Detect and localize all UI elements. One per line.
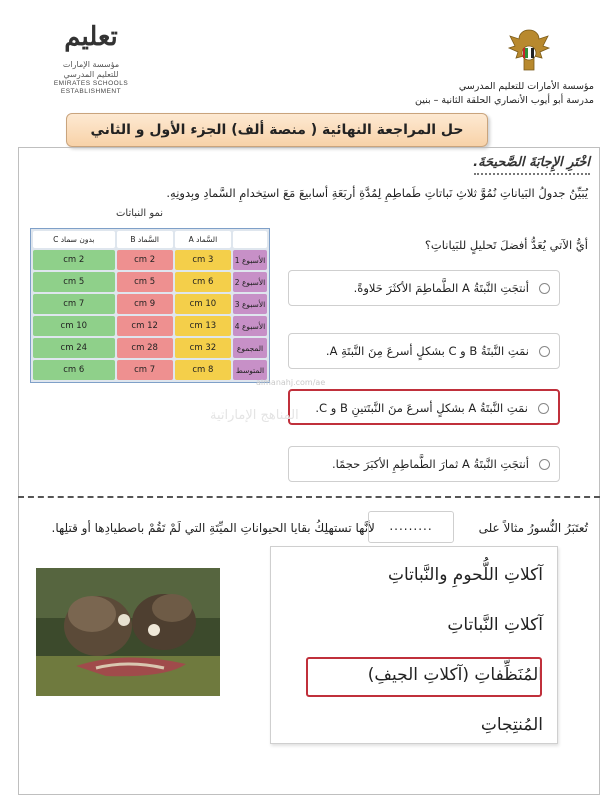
- plant-growth-table: [30, 228, 270, 383]
- selected-answer-highlight: [306, 657, 542, 697]
- cell-b: 12 cm: [117, 316, 173, 336]
- cell-c: 6 cm: [33, 360, 115, 380]
- dropdown-option-4[interactable]: المُنتِجاتِ: [480, 715, 543, 735]
- cell-b: 28 cm: [117, 338, 173, 358]
- table-row: [33, 272, 267, 292]
- row-label: الأسبوع 1: [233, 250, 267, 270]
- cell-c: 10 cm: [33, 316, 115, 336]
- cell-c: 5 cm: [33, 272, 115, 292]
- answer-blank-dropdown[interactable]: .........: [368, 511, 454, 543]
- option-label: نمَتِ النَّبتَةُ B و C بشكلٍ أسرعَ مِنَ النَّبتَةِ A.: [325, 344, 529, 358]
- row-label: المتوسط: [233, 360, 267, 380]
- row-label: الأسبوع 4: [233, 316, 267, 336]
- logo-english-1: EMIRATES SCHOOLS: [53, 80, 129, 87]
- table-row: [33, 250, 267, 270]
- section-divider: [18, 496, 600, 498]
- answer-option-1[interactable]: [288, 270, 560, 306]
- row-label: الأسبوع 3: [233, 294, 267, 314]
- institution-name: مؤسسة الأمارات للتعليم المدرسي: [458, 81, 594, 92]
- radio-button[interactable]: [539, 459, 550, 470]
- header-fertilizer-a: السَّماد A: [175, 231, 231, 248]
- logo-english-2: ESTABLISHMENT: [60, 88, 122, 95]
- radio-button[interactable]: [538, 403, 549, 414]
- cell-a: 3 cm: [175, 250, 231, 270]
- cell-b: 7 cm: [117, 360, 173, 380]
- cell-a: 32 cm: [175, 338, 231, 358]
- header-fertilizer-b: السَّماد B: [117, 231, 173, 248]
- cell-a: 10 cm: [175, 294, 231, 314]
- question-instruction: اخْتَرِ الإِجابَةَ الصَّحيحَةَ.: [473, 155, 590, 170]
- answer-dropdown-list: [270, 546, 558, 744]
- emirates-schools-logo: [52, 22, 130, 96]
- vultures-photo: [36, 568, 220, 696]
- table-corner-cell: [233, 231, 267, 248]
- table-row: [33, 294, 267, 314]
- answer-option-4[interactable]: [288, 446, 560, 482]
- table-title: نمو النباتات: [116, 208, 164, 219]
- question-start: تُعتَبَرُ النُّسورُ مثالاً على: [478, 521, 588, 535]
- cell-b: 5 cm: [117, 272, 173, 292]
- row-label: الأسبوع 2: [233, 272, 267, 292]
- page-title: حل المراجعة النهائية ( منصة ألف) الجزء الأول و الثاني: [66, 113, 488, 147]
- cell-b: 9 cm: [117, 294, 173, 314]
- dropdown-option-1[interactable]: آكلاتِ اللُّحومِ والنَّباتاتِ: [387, 565, 543, 585]
- question-end: لأنَّها تستهلِكُ بقايا الحيواناتِ الميِّتَةِ التي لَمْ تَقُمْ باصطيادِها أو قتلِها.: [51, 521, 375, 535]
- radio-button[interactable]: [539, 283, 550, 294]
- question-intro: يُبَيِّنُ جدولُ البَياناتِ نُمُوَّ ثلاثِ نَباتاتِ طَماطِمِ لِمُدَّةِ أربَعَةِ أسابيعَ مَعَ استِخدامِ السَّمادِ وبِدونِهِ.: [166, 186, 588, 200]
- answer-option-3-selected[interactable]: [288, 389, 560, 425]
- school-name: مدرسة أبو أيوب الأنصاري الحلقة الثانية – بنين: [414, 95, 594, 106]
- option-label: نمَتِ النَّبتَةُ A بشكلٍ أسرعَ منَ النَّبتَتينِ B و C.: [315, 401, 528, 415]
- watermark-url: almanahj.com/ae: [256, 378, 326, 387]
- uae-emblem-icon: [506, 26, 552, 76]
- cell-a: 6 cm: [175, 272, 231, 292]
- radio-button[interactable]: [539, 346, 550, 357]
- option-label: أنتجَتِ النَّبتَةُ A الطَّماطِمَ الأكثَرَ حَلاوةً.: [353, 281, 529, 295]
- institution-block: [415, 80, 594, 108]
- logo-brand: تعليم: [64, 22, 118, 52]
- fill-in-question: [52, 521, 589, 535]
- table-row: [33, 338, 267, 358]
- cell-a: 13 cm: [175, 316, 231, 336]
- cell-c: 24 cm: [33, 338, 115, 358]
- option-label: أنتجَتِ النَّبتَةُ A ثمارَ الطَّماطِمِ الأكبَرَ حجمًا.: [331, 457, 529, 471]
- watermark-text: المناهج الإماراتية: [210, 408, 299, 423]
- table-header-row: [33, 231, 267, 248]
- dropdown-option-2[interactable]: آكلاتِ النَّباتاتِ: [447, 615, 543, 635]
- table-row: [33, 360, 267, 380]
- logo-arabic: مؤسسة الإمارات للتعليم المدرسي: [62, 60, 120, 79]
- dropdown-option-3-selected[interactable]: المُنَظِّفاتِ (آكلاتِ الجيفِ): [367, 665, 543, 685]
- answer-option-2[interactable]: [288, 333, 560, 369]
- cell-a: 8 cm: [175, 360, 231, 380]
- instruction-underline: [474, 173, 590, 175]
- cell-c: 2 cm: [33, 250, 115, 270]
- cell-c: 7 cm: [33, 294, 115, 314]
- row-label: المجموع: [233, 338, 267, 358]
- table-row: [33, 316, 267, 336]
- cell-b: 2 cm: [117, 250, 173, 270]
- question-prompt: أيُّ الآتي يُعَدُّ أفضلَ تَحليلٍ للبَياناتِ؟: [424, 238, 588, 252]
- header-no-fertilizer-c: بدون سماد C: [33, 231, 115, 248]
